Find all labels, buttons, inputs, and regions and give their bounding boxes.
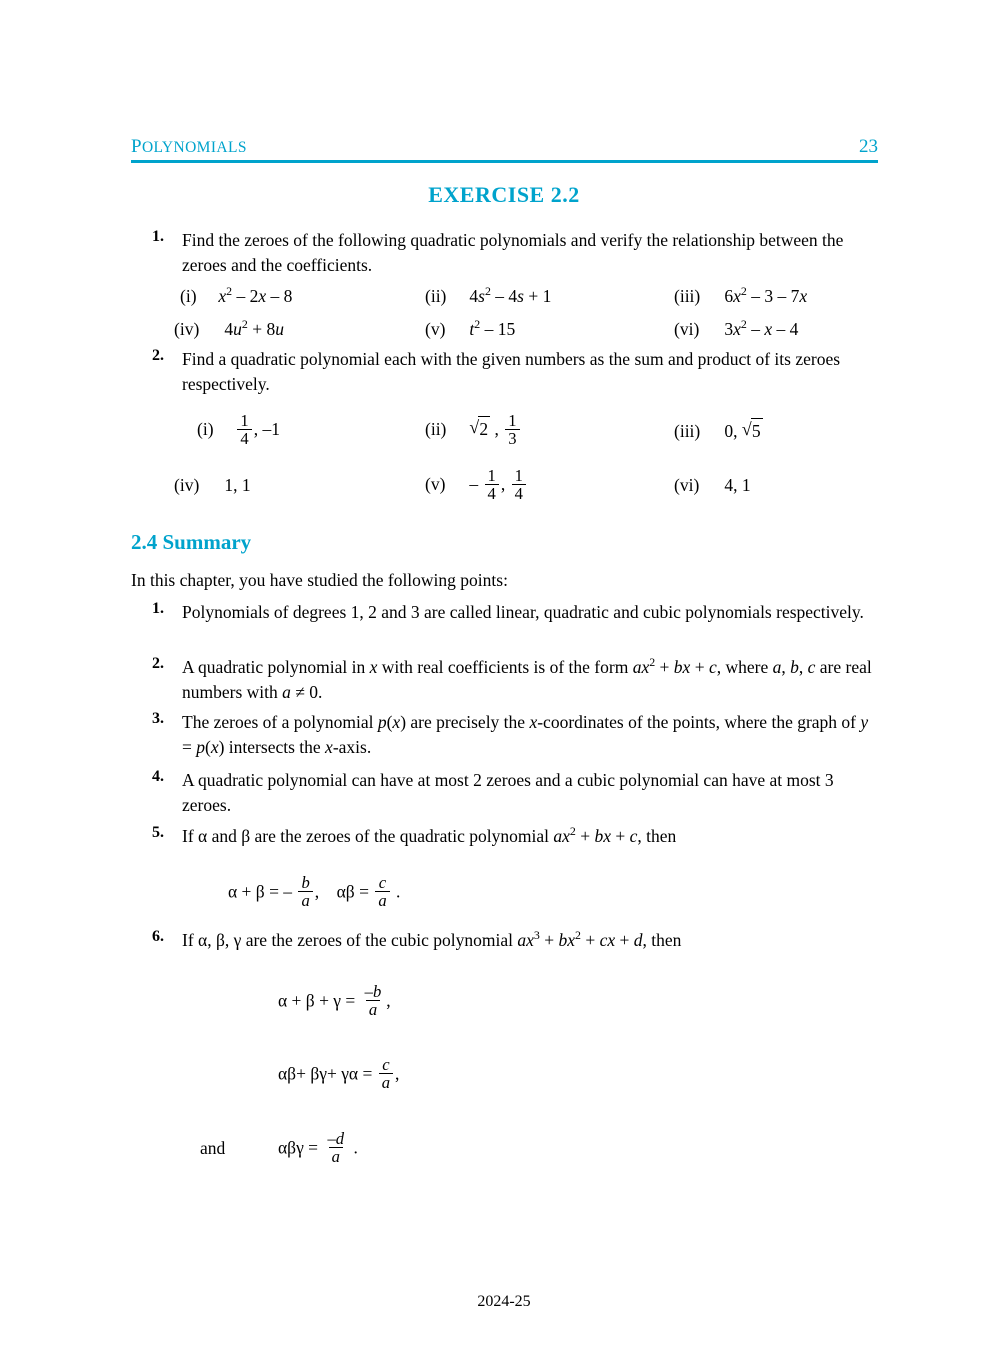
- q1-part-vi-label: (vi): [674, 319, 700, 339]
- summary-heading: 2.4 Summary: [131, 530, 252, 554]
- exercise-question-2: [152, 347, 878, 398]
- q2-part-vi: [674, 473, 751, 498]
- q2-part-iii-expression: 0, √ 5: [724, 421, 762, 441]
- exercise-question-1: [152, 228, 878, 279]
- q1-part-iv-expression: $4u^2 + 8u$: [224, 317, 284, 339]
- q1-part-vi-expression: $3x^2$ – x – 4: [724, 317, 799, 339]
- summary-point-5-text: If α and β are the zeroes of the quadratic polynomial $ax^2$ + bx + c, then: [182, 824, 677, 846]
- exercise-title: EXERCISE 2.2: [428, 182, 580, 207]
- q1-part-ii-expression: $4s^2 - 4s + 1$: [469, 284, 552, 306]
- q1-part-ii-label: (ii): [425, 286, 447, 306]
- summary-point-2-number: 2.: [152, 655, 164, 672]
- summary-point-6-equation-2: αβ+ βγ+ γα = $\frac{c}{a}$ ,: [278, 1055, 400, 1093]
- q2-part-iv: [174, 473, 251, 498]
- summary-point-4-number: 4.: [152, 768, 164, 785]
- q1-part-iv-label: (iv): [174, 319, 200, 339]
- question-1-text: Find the zeroes of the following quadratic polynomials and verify the relationship between the zeroes and the coefficients.: [182, 230, 844, 276]
- q2-part-i-expression: $\frac{1}{4}$ , –1: [235, 419, 280, 439]
- summary-point-6-equation-1: α + β + γ = $\frac{-b}{a}$ ,: [278, 982, 391, 1020]
- q2-part-iii: [674, 418, 763, 444]
- q2-part-ii-label: (ii): [425, 419, 447, 440]
- summary-point-1: [152, 600, 878, 625]
- q1-part-ii: [425, 284, 551, 309]
- q1-part-i-label: (i): [180, 286, 197, 306]
- question-2-text: Find a quadratic polynomial each with the given numbers as the sum and product of its zeroes respectively.: [182, 349, 841, 395]
- q2-part-vi-label: (vi): [674, 475, 700, 495]
- summary-point-2-text: A quadratic polynomial in x with real coefficients is of the form $ax^2$ + bx + c, where a, b, c are real numbers with a ≠ 0.: [182, 655, 872, 703]
- running-head-initial: P: [131, 136, 142, 157]
- summary-point-3-number: 3.: [152, 710, 164, 727]
- q2-part-i-label: (i): [197, 419, 214, 440]
- q2-part-v: [425, 468, 528, 505]
- q1-part-v: [425, 317, 515, 342]
- and-label: and: [200, 1138, 226, 1158]
- q1-part-v-expression: $t^2 - 15$: [469, 317, 516, 339]
- running-head-title: [131, 136, 247, 158]
- summary-intro: In this chapter, you have studied the following points:: [131, 570, 508, 590]
- summary-point-4: [152, 768, 878, 819]
- q1-part-iii: [674, 284, 807, 309]
- q1-part-vi: [674, 317, 798, 342]
- running-head-rest: OLYNOMIALS: [141, 139, 247, 156]
- summary-point-4-text: A quadratic polynomial can have at most 2 zeroes and a cubic polynomial can have at most 3 zeroes.: [182, 770, 834, 816]
- summary-point-6-number: 6.: [152, 928, 164, 945]
- q1-part-iii-expression: $6x^2 - 3 - 7x$: [724, 284, 808, 306]
- header-divider: [131, 160, 878, 163]
- page-footer-year: 2024-25: [477, 1293, 531, 1310]
- summary-point-5: [152, 824, 878, 849]
- q1-part-i-expression: $x^2 - 2x - 8$: [218, 284, 293, 306]
- q1-part-i: [180, 284, 292, 309]
- summary-point-3: [152, 710, 878, 761]
- q1-part-iii-label: (iii): [674, 286, 701, 306]
- page-header: [131, 136, 878, 158]
- summary-point-6-equation-3: αβγ = $\frac{-d}{a}$ .: [278, 1129, 358, 1167]
- q2-part-v-expression: – $\frac{1}{4}$ , $\frac{1}{4}$: [469, 474, 528, 494]
- question-2-number: 2.: [152, 347, 164, 364]
- summary-point-1-number: 1.: [152, 600, 164, 617]
- q2-part-i: [197, 413, 280, 450]
- q2-part-vi-expression: 4, 1: [724, 475, 751, 495]
- q2-part-iii-label: (iii): [674, 421, 701, 441]
- q2-part-ii-expression: √ 2 , $\frac{1}{3}$: [469, 419, 521, 439]
- summary-point-1-text: Polynomials of degrees 1, 2 and 3 are called linear, quadratic and cubic polynomials respectively.: [182, 602, 864, 622]
- q2-part-iv-label: (iv): [174, 475, 200, 495]
- summary-point-5-number: 5.: [152, 824, 164, 841]
- page-number: 23: [859, 136, 878, 157]
- q2-part-ii: [425, 413, 522, 450]
- q1-part-iv: [174, 317, 284, 342]
- summary-point-6-text: If α, β, γ are the zeroes of the cubic polynomial $ax^3 + bx^2$ + cx + d, then: [182, 928, 682, 950]
- summary-point-5-equation: α + β = – $\frac{b}{a}$ , αβ = $\frac{c}{a}$ .: [228, 873, 401, 911]
- q2-part-iv-expression: 1, 1: [224, 475, 251, 495]
- summary-point-2: [152, 655, 878, 706]
- summary-point-3-text: The zeroes of a polynomial p(x) are precisely the x-coordinates of the points, where the graph of y = p(x) intersects the x-axis.: [182, 712, 869, 758]
- q2-part-v-label: (v): [425, 474, 446, 495]
- q1-part-v-label: (v): [425, 319, 446, 339]
- question-1-number: 1.: [152, 228, 164, 245]
- summary-point-6: [152, 928, 878, 953]
